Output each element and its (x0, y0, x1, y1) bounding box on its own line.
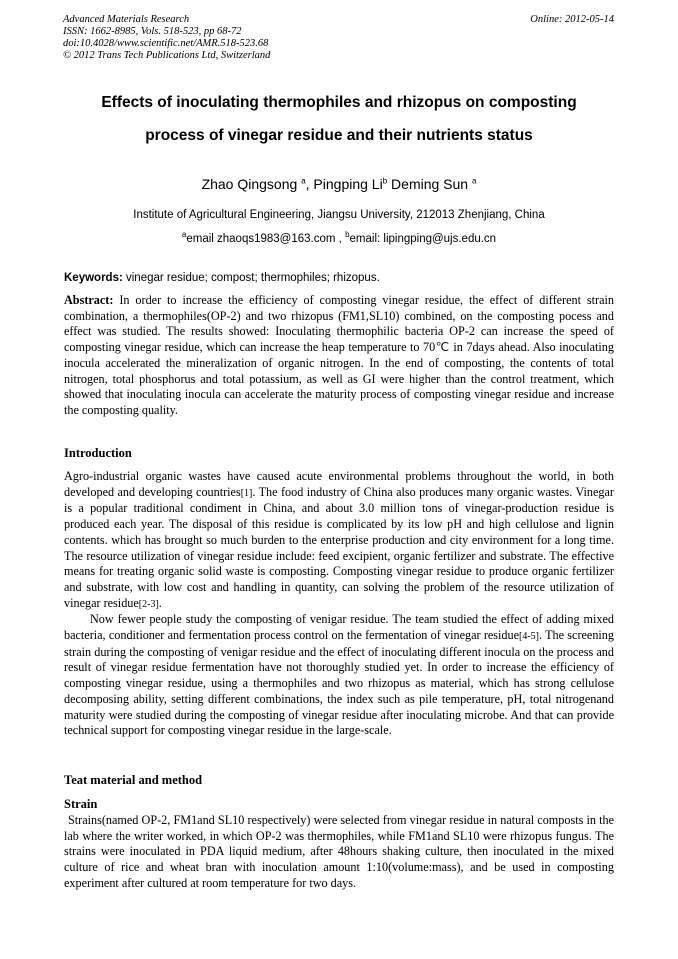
email-a: email zhaoqs1983@163.com , (186, 233, 342, 245)
abstract-text: In order to increase the efficiency of composting vinegar residue, the effect of different strain combination, a thermophiles(OP-2) and two rhizopus (FM1,SL10) combined, on the composting pocess and effect was studied. The results showed: Inoculating thermophilic bacteria OP-2 can increase the speed of composting vinegar residue, which can increase the heap temperature to 70℃ in 7days ahead. Also inoculating inocula accelerated the mineralization of organic nitrogen. In the end of composting, the contents of total nitrogen, total phosphorus and total potassium, as well as GI were higher than the control treatment, which showed that inoculating inocula can accelerate the maturity process of composting vinegar residue and increase the composting quality. (64, 293, 614, 417)
keywords-label: Keywords: (64, 272, 123, 284)
copyright-line: © 2012 Trans Tech Publications Ltd, Switzerland (63, 50, 271, 61)
strain-body (64, 813, 614, 892)
email-line (60, 230, 618, 245)
author-list: Zhao Qingsong $^a$, Pingping Li$^b$ Deming Sun $^a$ (201, 176, 477, 192)
method-heading: Teat material and method (64, 773, 203, 787)
author-2-affil: b (382, 176, 388, 186)
author-1: Zhao Qingsong (201, 176, 298, 192)
journal-header (63, 14, 270, 62)
affiliation: Institute of Agricultural Engineering, Jiangsu University, 212013 Zhenjiang, China (133, 209, 545, 221)
intro-p2-text-a: Now fewer people study the composting of venigar residue. The team studied the effect of adding mixed bacteria, conditioner and fermentation process control on the fermentation of vinegar residue (64, 612, 614, 643)
intro-paragraph-2 (64, 612, 614, 739)
email-b-sup: b (345, 230, 350, 240)
author-2: Pingping Li (313, 176, 383, 192)
title-line-1: Effects of inoculating thermophiles and rhizopus on composting (101, 94, 577, 111)
issn-line: ISSN: 1662-8985, Vols. 518-523, pp 68-72 (63, 26, 242, 37)
abstract-label: Abstract: (64, 293, 114, 307)
keywords (64, 272, 380, 284)
keywords-text: vinegar residue; compost; thermophiles; rhizopus. (126, 272, 380, 284)
intro-p1-text-a: Agro-industrial organic wastes have caused acute environmental problems throughout the world, in both developed and developing countries (64, 469, 614, 499)
author-3: Deming Sun (391, 176, 469, 192)
intro-p1-text-b: . The food industry of China also produces many organic wastes. Vinegar is a popular traditional condiment in China, and about 3.0 million tons of vinegar-production residue is produced each year. The disposal of this residue is complicated by its low pH and high cellulose and lignin contents. which has brought so much burden to the enterprise production and city environment for a long time. The resource utilization of vinegar residue include: feed excipient, organic fertilizer and substrate. The effective means for treating organic solid waste is composting. Composting vinegar residue to produce organic fertilizer and substrate, with low cost and handling in quantity, can solving the problem of the resource utilization of vinegar residue (64, 484, 614, 610)
title-line-2: process of vinegar residue and their nutrients status (145, 127, 533, 144)
author-3-affil: a (471, 176, 477, 186)
email-b: email: lipingping@ujs.edu.cn (349, 233, 497, 245)
email-a-sup: a (181, 230, 187, 240)
strain-subheading: Strain (64, 797, 98, 811)
citation-2-3: [2-3] (138, 598, 159, 610)
journal-name: Advanced Materials Research (63, 14, 190, 25)
introduction-body (64, 469, 614, 739)
introduction-heading: Introduction (64, 446, 132, 460)
intro-paragraph-1 (64, 469, 614, 612)
intro-p2-text-b: . The screening strain during the composting of venigar residue and the effect of inoculating different inocula on the process and result of vinegar residue fermentation have not thoroughly studied yet. In order to increase the efficiency of composting vinegar residue, using a thermophiles and two rhizopus as material, which has strong cellulose decomposing ability, setting different combinations, the index such as pile temperature, pH, total nitrogenand maturity were studied during the composting of vinegar residue after inoculating microbe. And that can provide technical support for composting vinegar residue in the large-scale. (64, 628, 614, 738)
citation-1: [1] (240, 487, 253, 499)
author-1-affil: a (301, 176, 306, 186)
strain-paragraph: Strains(named OP-2, FM1and SL10 respectively) were selected from vinegar residue in natural composts in the lab where the writer worked, in which OP-2 was thermophiles, while FM1and SL10 were rhizopus fungus. The strains were inoculated in PDA liquid medium, after 48hours shaking culture, then inoculated in the mixed culture of rice and wheat bran with inoculation amount 1:10(volume:mass), and be used in composting experiment after cultured at room temperature for two days. (64, 813, 614, 890)
citation-4-5: [4-5] (519, 631, 540, 643)
abstract (64, 293, 614, 419)
intro-p1-text-c: . (158, 595, 162, 610)
doi-line: doi:10.4028/www.scientific.net/AMR.518-523.68 (63, 38, 269, 49)
online-date: Online: 2012-05-14 (530, 14, 614, 25)
